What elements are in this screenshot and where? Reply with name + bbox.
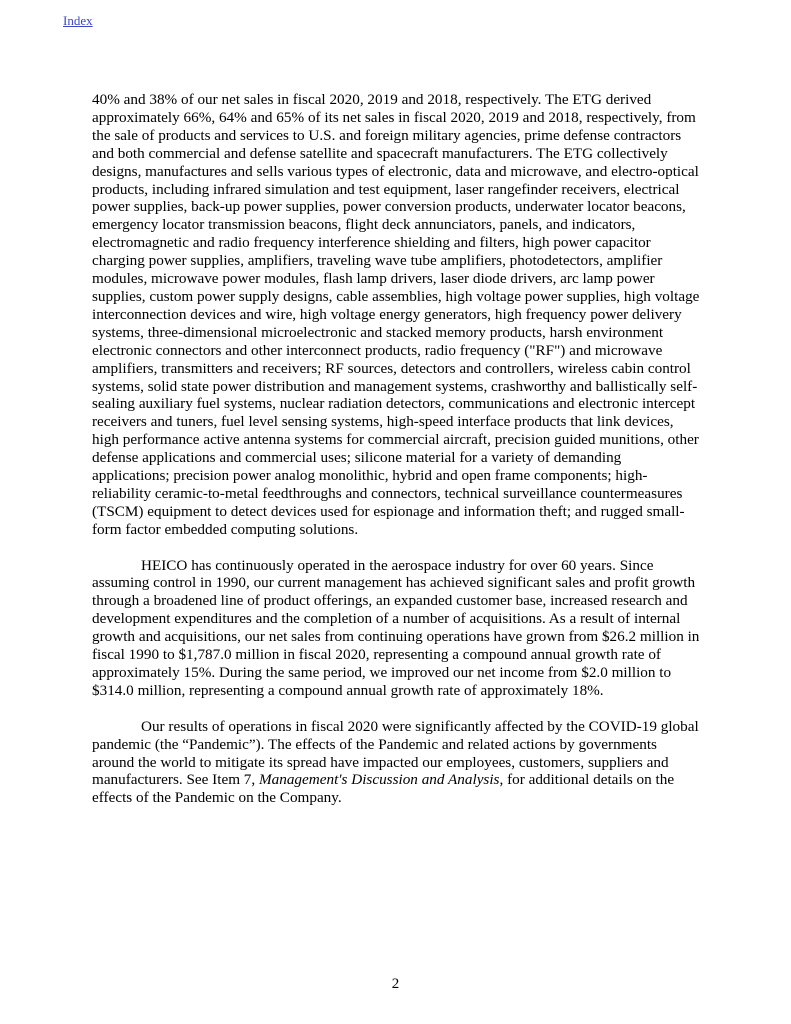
paragraph-heico-history: HEICO has continuously operated in the aerospace industry for over 60 years. Since assuming control in 1990, our current management has achieved significant sales and profit growth through a broadened line of product offerings, an expanded customer base, increased research and development expenditures and the completion of a number of acquisitions. As a result of internal growth and acquisitions, our net sales from continuing operations have grown from $26.2 million in fiscal 1990 to $1,787.0 million in fiscal 2020, representing a compound annual growth rate of approximately 15%. During the same period, we improved our net income from $2.0 million to $314.0 million, representing a compound annual growth rate of approximately 18%. [92,556,700,699]
index-link[interactable]: Index [63,13,93,28]
mdna-reference: Management's Discussion and Analysis [259,771,500,789]
document-body [92,91,702,807]
page-number: 2 [391,976,400,992]
paragraph-etg-products: 40% and 38% of our net sales in fiscal 2020, 2019 and 2018, respectively. The ETG derived approximately 66%, 64% and 65% of its net sales in fiscal 2020, 2019 and 2018, respectively, from the sale of products and services to U.S. and foreign military agencies, prime defense contractors and both commercial and defense satellite and spacecraft manufacturers. The ETG collectively designs, manufactures and sells various types of electronic, data and microwave, and electro-optical products, including infrared simulation and test equipment, laser rangefinder receivers, electrical power supplies, back-up power supplies, power conversion products, underwater locator beacons, emergency locator transmission beacons, flight deck annunciators, panels, and indicators, electromagnetic and radio frequency interference shielding and filters, high power capacitor charging power supplies, amplifiers, traveling wave tube amplifiers, photodetectors, amplifier modules, microwave power modules, flash lamp drivers, laser diode drivers, arc lamp power supplies, custom power supply designs, cable assemblies, high voltage power supplies, high voltage interconnection devices and wire, high voltage energy generators, high frequency power delivery systems, three-dimensional microelectronic and stacked memory products, harsh environment electronic connectors and other interconnect products, radio frequency ("RF") and microwave amplifiers, transmitters and receivers; RF sources, detectors and controllers, wireless cabin control systems, solid state power distribution and management systems, crashworthy and ballistically self-sealing auxiliary fuel systems, nuclear radiation detectors, communications and electronic intercept receivers and tuners, fuel level sensing systems, high-speed interface products that link devices, high performance active antenna systems for commercial aircraft, precision guided munitions, other defense applications and commercial uses; silicone material for a variety of demanding applications; precision power analog monolithic, hybrid and open frame components; high-reliability ceramic-to-metal feedthroughs and connectors, technical surveillance countermeasures (TSCM) equipment to detect devices used for espionage and information theft; and rugged small-form factor embedded computing solutions. [92,91,700,538]
paragraph-pandemic-text-2: , for additional details on the effects of the Pandemic on the Company. [92,771,675,807]
paragraph-pandemic-text-1: Our results of operations in fiscal 2020 were significantly affected by the COVID-19 global pandemic (the “Pandemic”). The effects of the Pandemic and related actions by governments around the world to mitigate its spread have impacted our employees, customers, suppliers and manufacturers. See Item 7, [92,717,699,789]
paragraph-pandemic [92,718,702,808]
